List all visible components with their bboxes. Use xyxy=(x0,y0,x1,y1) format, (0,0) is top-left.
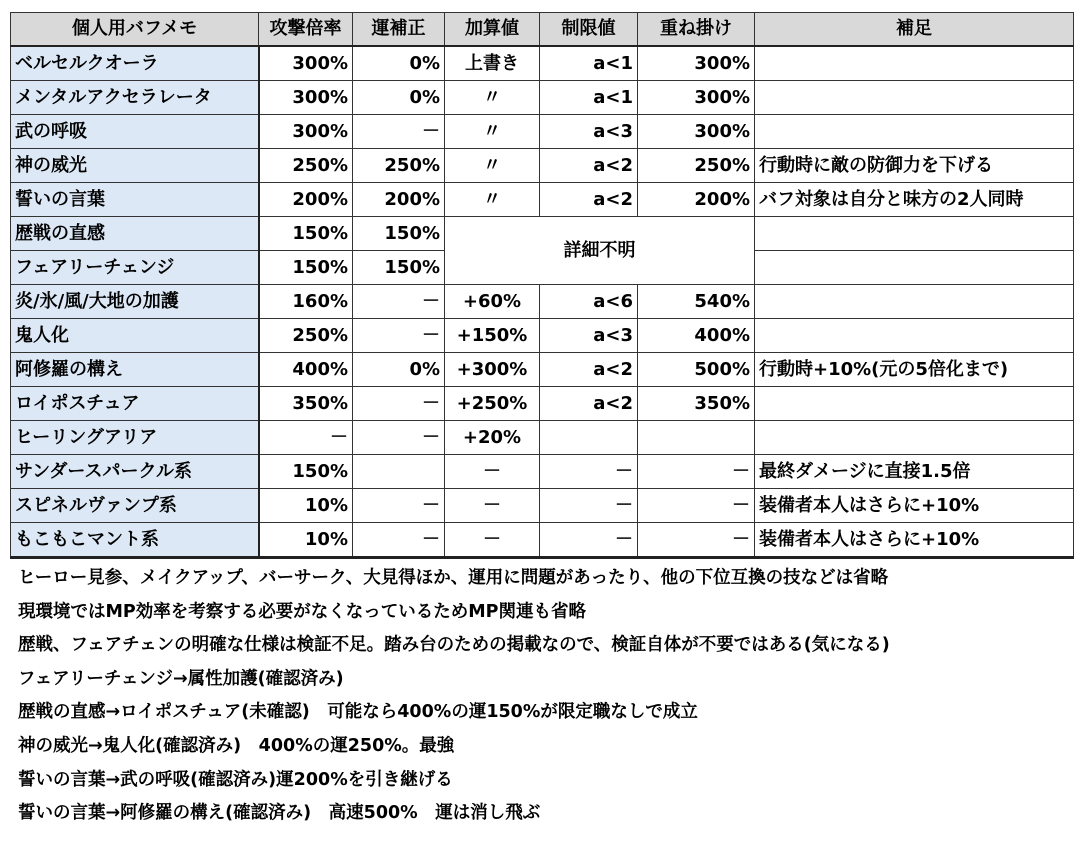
buff-name-cell: 鬼人化 xyxy=(11,319,259,353)
attack-multiplier-cell: 10% xyxy=(259,489,353,523)
limit-cell: a<2 xyxy=(540,387,638,421)
stacking-cell: 540% xyxy=(638,285,755,319)
additive-cell: 〃 xyxy=(445,81,540,115)
table-row xyxy=(11,387,1074,421)
table-row xyxy=(11,523,1074,558)
header-luck-correction: 運補正 xyxy=(353,13,445,47)
buff-name-cell: 歴戦の直感 xyxy=(11,217,259,251)
table-row xyxy=(11,115,1074,149)
limit-cell: a<3 xyxy=(540,319,638,353)
attack-multiplier-cell: 300% xyxy=(259,46,353,81)
note-cell xyxy=(755,115,1074,149)
stacking-cell xyxy=(638,421,755,455)
limit-cell xyxy=(540,421,638,455)
table-row xyxy=(11,46,1074,81)
stacking-cell: 400% xyxy=(638,319,755,353)
table-row xyxy=(11,489,1074,523)
stacking-cell: 350% xyxy=(638,387,755,421)
stacking-cell: 300% xyxy=(638,46,755,81)
buff-table xyxy=(10,12,1074,559)
buff-name-cell: もこもこマント系 xyxy=(11,523,259,558)
header-notes: 補足 xyxy=(755,13,1074,47)
limit-cell: － xyxy=(540,489,638,523)
additive-cell: － xyxy=(445,523,540,558)
note-line: 誓いの言葉→武の呼吸(確認済み)運200%を引き継げる xyxy=(18,769,453,790)
luck-correction-cell: － xyxy=(353,421,445,455)
header-name: 個人用バフメモ xyxy=(11,13,259,47)
stacking-cell: 300% xyxy=(638,115,755,149)
note-cell xyxy=(755,285,1074,319)
note-cell xyxy=(755,46,1074,81)
luck-correction-cell: － xyxy=(353,115,445,149)
buff-name-cell: ヒーリングアリア xyxy=(11,421,259,455)
header-limit: 制限値 xyxy=(540,13,638,47)
table-row xyxy=(11,149,1074,183)
additive-cell: － xyxy=(445,489,540,523)
note-cell: バフ対象は自分と味方の2人同時 xyxy=(755,183,1074,217)
luck-correction-cell: 0% xyxy=(353,81,445,115)
attack-multiplier-cell: 300% xyxy=(259,81,353,115)
limit-cell: a<1 xyxy=(540,46,638,81)
note-cell: 最終ダメージに直接1.5倍 xyxy=(755,455,1074,489)
buff-name-cell: ベルセルクオーラ xyxy=(11,46,259,81)
note-cell xyxy=(755,421,1074,455)
buff-name-cell: メンタルアクセラレータ xyxy=(11,81,259,115)
limit-cell: － xyxy=(540,455,638,489)
luck-correction-cell: － xyxy=(353,319,445,353)
additive-cell: +20% xyxy=(445,421,540,455)
buff-name-cell: フェアリーチェンジ xyxy=(11,251,259,285)
buff-name-cell: 誓いの言葉 xyxy=(11,183,259,217)
buff-name-cell: スピネルヴァンプ系 xyxy=(11,489,259,523)
stacking-cell: 250% xyxy=(638,149,755,183)
note-cell: 行動時+10%(元の5倍化まで) xyxy=(755,353,1074,387)
additive-cell: +250% xyxy=(445,387,540,421)
limit-cell: a<2 xyxy=(540,149,638,183)
limit-cell: a<1 xyxy=(540,81,638,115)
luck-correction-cell: 0% xyxy=(353,46,445,81)
additive-cell: +60% xyxy=(445,285,540,319)
additive-cell: +150% xyxy=(445,319,540,353)
additive-cell: － xyxy=(445,455,540,489)
stacking-cell: 200% xyxy=(638,183,755,217)
luck-correction-cell: 200% xyxy=(353,183,445,217)
note-line: 神の威光→鬼人化(確認済み) 400%の運250%。最強 xyxy=(18,735,455,756)
note-cell xyxy=(755,251,1074,285)
luck-correction-cell xyxy=(353,455,445,489)
table-row xyxy=(11,421,1074,455)
luck-correction-cell: － xyxy=(353,523,445,558)
note-cell xyxy=(755,387,1074,421)
buff-name-cell: 武の呼吸 xyxy=(11,115,259,149)
note-line: 現環境ではMP効率を考察する必要がなくなっているためMP関連も省略 xyxy=(18,601,586,622)
note-line: 歴戦、フェアチェンの明確な仕様は検証不足。踏み台のための掲載なので、検証自体が不要ではある(気になる) xyxy=(18,635,890,656)
header-stacking: 重ね掛け xyxy=(638,13,755,47)
note-line: フェアリーチェンジ→属性加護(確認済み) xyxy=(18,668,344,689)
attack-multiplier-cell: 160% xyxy=(259,285,353,319)
attack-multiplier-cell: 350% xyxy=(259,387,353,421)
limit-cell: a<3 xyxy=(540,115,638,149)
stacking-cell: － xyxy=(638,523,755,558)
buff-name-cell: 神の威光 xyxy=(11,149,259,183)
table-row xyxy=(11,319,1074,353)
stacking-cell: － xyxy=(638,455,755,489)
note-cell: 行動時に敵の防御力を下げる xyxy=(755,149,1074,183)
attack-multiplier-cell: 150% xyxy=(259,217,353,251)
luck-correction-cell: 250% xyxy=(353,149,445,183)
attack-multiplier-cell: － xyxy=(259,421,353,455)
additive-cell: +300% xyxy=(445,353,540,387)
note-cell xyxy=(755,217,1074,251)
note-cell xyxy=(755,319,1074,353)
stacking-cell: 500% xyxy=(638,353,755,387)
header-attack-multiplier: 攻撃倍率 xyxy=(259,13,353,47)
buff-name-cell: 炎/氷/風/大地の加護 xyxy=(11,285,259,319)
limit-cell: a<2 xyxy=(540,183,638,217)
table-row xyxy=(11,455,1074,489)
table-row xyxy=(11,217,1074,251)
header-row xyxy=(11,13,1074,47)
attack-multiplier-cell: 150% xyxy=(259,251,353,285)
table-row xyxy=(11,353,1074,387)
attack-multiplier-cell: 10% xyxy=(259,523,353,558)
buff-name-cell: 阿修羅の構え xyxy=(11,353,259,387)
table-row xyxy=(11,81,1074,115)
note-line: 誓いの言葉→阿修羅の構え(確認済み) 高速500% 運は消し飛ぶ xyxy=(18,803,541,824)
additive-cell: 〃 xyxy=(445,149,540,183)
header-additive: 加算値 xyxy=(445,13,540,47)
luck-correction-cell: － xyxy=(353,387,445,421)
attack-multiplier-cell: 400% xyxy=(259,353,353,387)
limit-cell: － xyxy=(540,523,638,558)
attack-multiplier-cell: 300% xyxy=(259,115,353,149)
attack-multiplier-cell: 150% xyxy=(259,455,353,489)
buff-table-body xyxy=(11,46,1074,558)
attack-multiplier-cell: 200% xyxy=(259,183,353,217)
additive-cell: 〃 xyxy=(445,115,540,149)
attack-multiplier-cell: 250% xyxy=(259,149,353,183)
note-line: 歴戦の直感→ロイポスチュア(未確認) 可能なら400%の運150%が限定職なしで成立 xyxy=(18,702,698,723)
buff-name-cell: サンダースパークル系 xyxy=(11,455,259,489)
luck-correction-cell: 0% xyxy=(353,353,445,387)
luck-correction-cell: 150% xyxy=(353,217,445,251)
details-unknown-cell: 詳細不明 xyxy=(445,217,755,285)
luck-correction-cell: － xyxy=(353,489,445,523)
note-cell: 装備者本人はさらに+10% xyxy=(755,523,1074,558)
stacking-cell: 300% xyxy=(638,81,755,115)
additive-cell: 〃 xyxy=(445,183,540,217)
table-row xyxy=(11,285,1074,319)
attack-multiplier-cell: 250% xyxy=(259,319,353,353)
note-cell: 装備者本人はさらに+10% xyxy=(755,489,1074,523)
additive-cell: 上書き xyxy=(445,46,540,81)
buff-name-cell: ロイポスチュア xyxy=(11,387,259,421)
notes-section xyxy=(18,562,1068,831)
table-row xyxy=(11,183,1074,217)
limit-cell: a<2 xyxy=(540,353,638,387)
luck-correction-cell: － xyxy=(353,285,445,319)
luck-correction-cell: 150% xyxy=(353,251,445,285)
stacking-cell: － xyxy=(638,489,755,523)
limit-cell: a<6 xyxy=(540,285,638,319)
note-line: ヒーロー見参、メイクアップ、バーサーク、大見得ほか、運用に問題があったり、他の下位互換の技などは省略 xyxy=(18,568,889,588)
note-cell xyxy=(755,81,1074,115)
